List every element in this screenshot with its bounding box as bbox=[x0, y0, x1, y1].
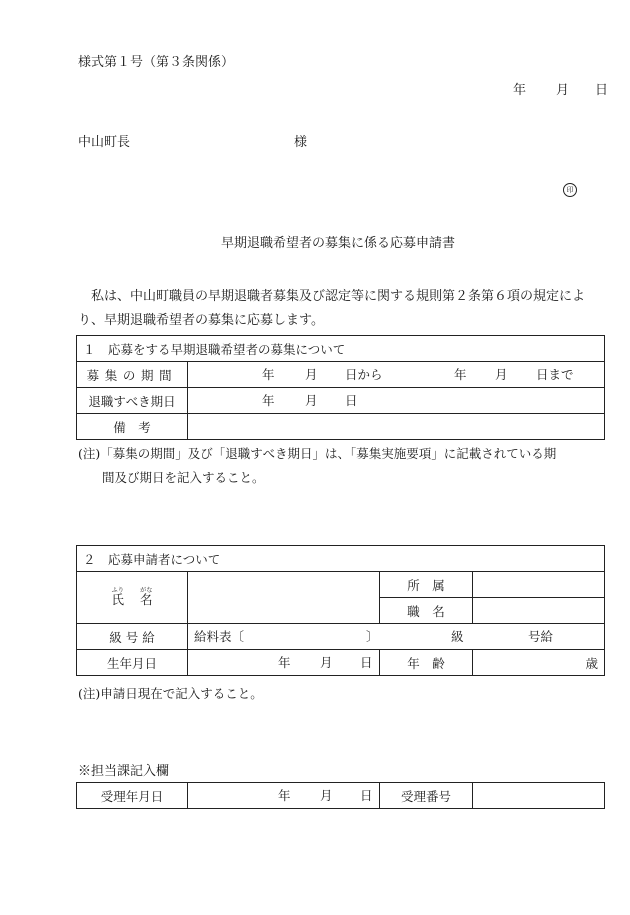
period-year1: 年 bbox=[262, 367, 275, 382]
section1-note-line-2: 間及び期日を記入すること。 bbox=[102, 470, 265, 485]
name-char-1: 氏ふり bbox=[111, 587, 124, 607]
retire-date-label: 退職すべき期日 bbox=[77, 388, 188, 414]
section1-note-line-1: (注)「募集の期間」及び「退職すべき期日」は、「募集実施要項」に記載されている期 bbox=[78, 446, 557, 461]
addressee-honorific: 様 bbox=[294, 135, 308, 150]
name-label bbox=[77, 572, 188, 624]
period-month1: 月 bbox=[305, 367, 318, 382]
retire-date-field[interactable] bbox=[188, 388, 605, 414]
affiliation-label: 所 属 bbox=[380, 572, 473, 598]
salary-table-prefix: 給料表〔 bbox=[194, 629, 245, 644]
office-use-table bbox=[76, 782, 605, 809]
seal-mark: 印 bbox=[563, 183, 577, 197]
intro-paragraph bbox=[78, 285, 608, 333]
document-title: 早期退職希望者の募集に係る応募申請書 bbox=[221, 236, 456, 251]
section2-note: (注)申請日現在で記入すること。 bbox=[78, 686, 263, 701]
birth-month: 月 bbox=[320, 655, 333, 670]
grade-unit: 級 bbox=[451, 629, 464, 644]
receipt-date-label: 受理年月日 bbox=[77, 783, 188, 809]
step-unit: 号給 bbox=[528, 629, 554, 644]
receipt-number-field[interactable] bbox=[473, 783, 605, 809]
age-field[interactable] bbox=[473, 650, 605, 676]
salary-table-suffix: 〕 bbox=[366, 629, 379, 644]
intro-line-1: 私は、中山町職員の早期退職者募集及び認定等に関する規則第２条第６項の規定によ bbox=[91, 289, 586, 304]
grade-label: 級 号 給 bbox=[77, 624, 188, 650]
birth-year: 年 bbox=[278, 655, 291, 670]
retire-day: 日 bbox=[345, 393, 358, 408]
period-month2: 月 bbox=[495, 367, 508, 382]
addressee-name: 中山町長 bbox=[78, 135, 131, 150]
period-day-from: 日から bbox=[345, 367, 383, 382]
office-use-label: ※担当課記入欄 bbox=[78, 764, 170, 779]
receipt-number-label: 受理番号 bbox=[380, 783, 473, 809]
birth-field[interactable] bbox=[188, 650, 380, 676]
name-char-2: 名がな bbox=[140, 587, 153, 607]
remarks-label: 備 考 bbox=[77, 414, 188, 440]
grade-field[interactable] bbox=[188, 624, 605, 650]
position-field[interactable] bbox=[473, 598, 605, 624]
position-label: 職 名 bbox=[380, 598, 473, 624]
intro-line-2: り、早期退職希望者の募集に応募します。 bbox=[78, 313, 324, 328]
birth-label: 生年月日 bbox=[77, 650, 188, 676]
date-day-label: 日 bbox=[595, 83, 609, 98]
retire-month: 月 bbox=[305, 393, 318, 408]
period-label: 募集の期間 bbox=[77, 362, 188, 388]
retire-year: 年 bbox=[262, 393, 275, 408]
age-unit: 歳 bbox=[585, 655, 599, 671]
receipt-month: 月 bbox=[320, 788, 333, 803]
recruitment-table bbox=[76, 335, 605, 440]
age-label: 年 齢 bbox=[380, 650, 473, 676]
section1-note bbox=[78, 442, 612, 490]
birth-day: 日 bbox=[360, 655, 373, 670]
name-field[interactable] bbox=[188, 572, 380, 624]
affiliation-field[interactable] bbox=[473, 572, 605, 598]
section2-header: ２ 応募申請者について bbox=[77, 546, 605, 572]
period-day-to: 日まで bbox=[536, 367, 574, 382]
receipt-date-field[interactable] bbox=[188, 783, 380, 809]
form-number: 様式第１号（第３条関係） bbox=[78, 55, 235, 70]
period-year2: 年 bbox=[454, 367, 467, 382]
date-month-label: 月 bbox=[556, 83, 570, 98]
remarks-field[interactable] bbox=[188, 414, 605, 440]
date-year-label: 年 bbox=[513, 83, 527, 98]
receipt-day: 日 bbox=[360, 788, 373, 803]
period-field[interactable] bbox=[188, 362, 605, 388]
receipt-year: 年 bbox=[278, 788, 291, 803]
applicant-table bbox=[76, 545, 605, 676]
section1-header: １ 応募をする早期退職希望者の募集について bbox=[77, 336, 605, 362]
